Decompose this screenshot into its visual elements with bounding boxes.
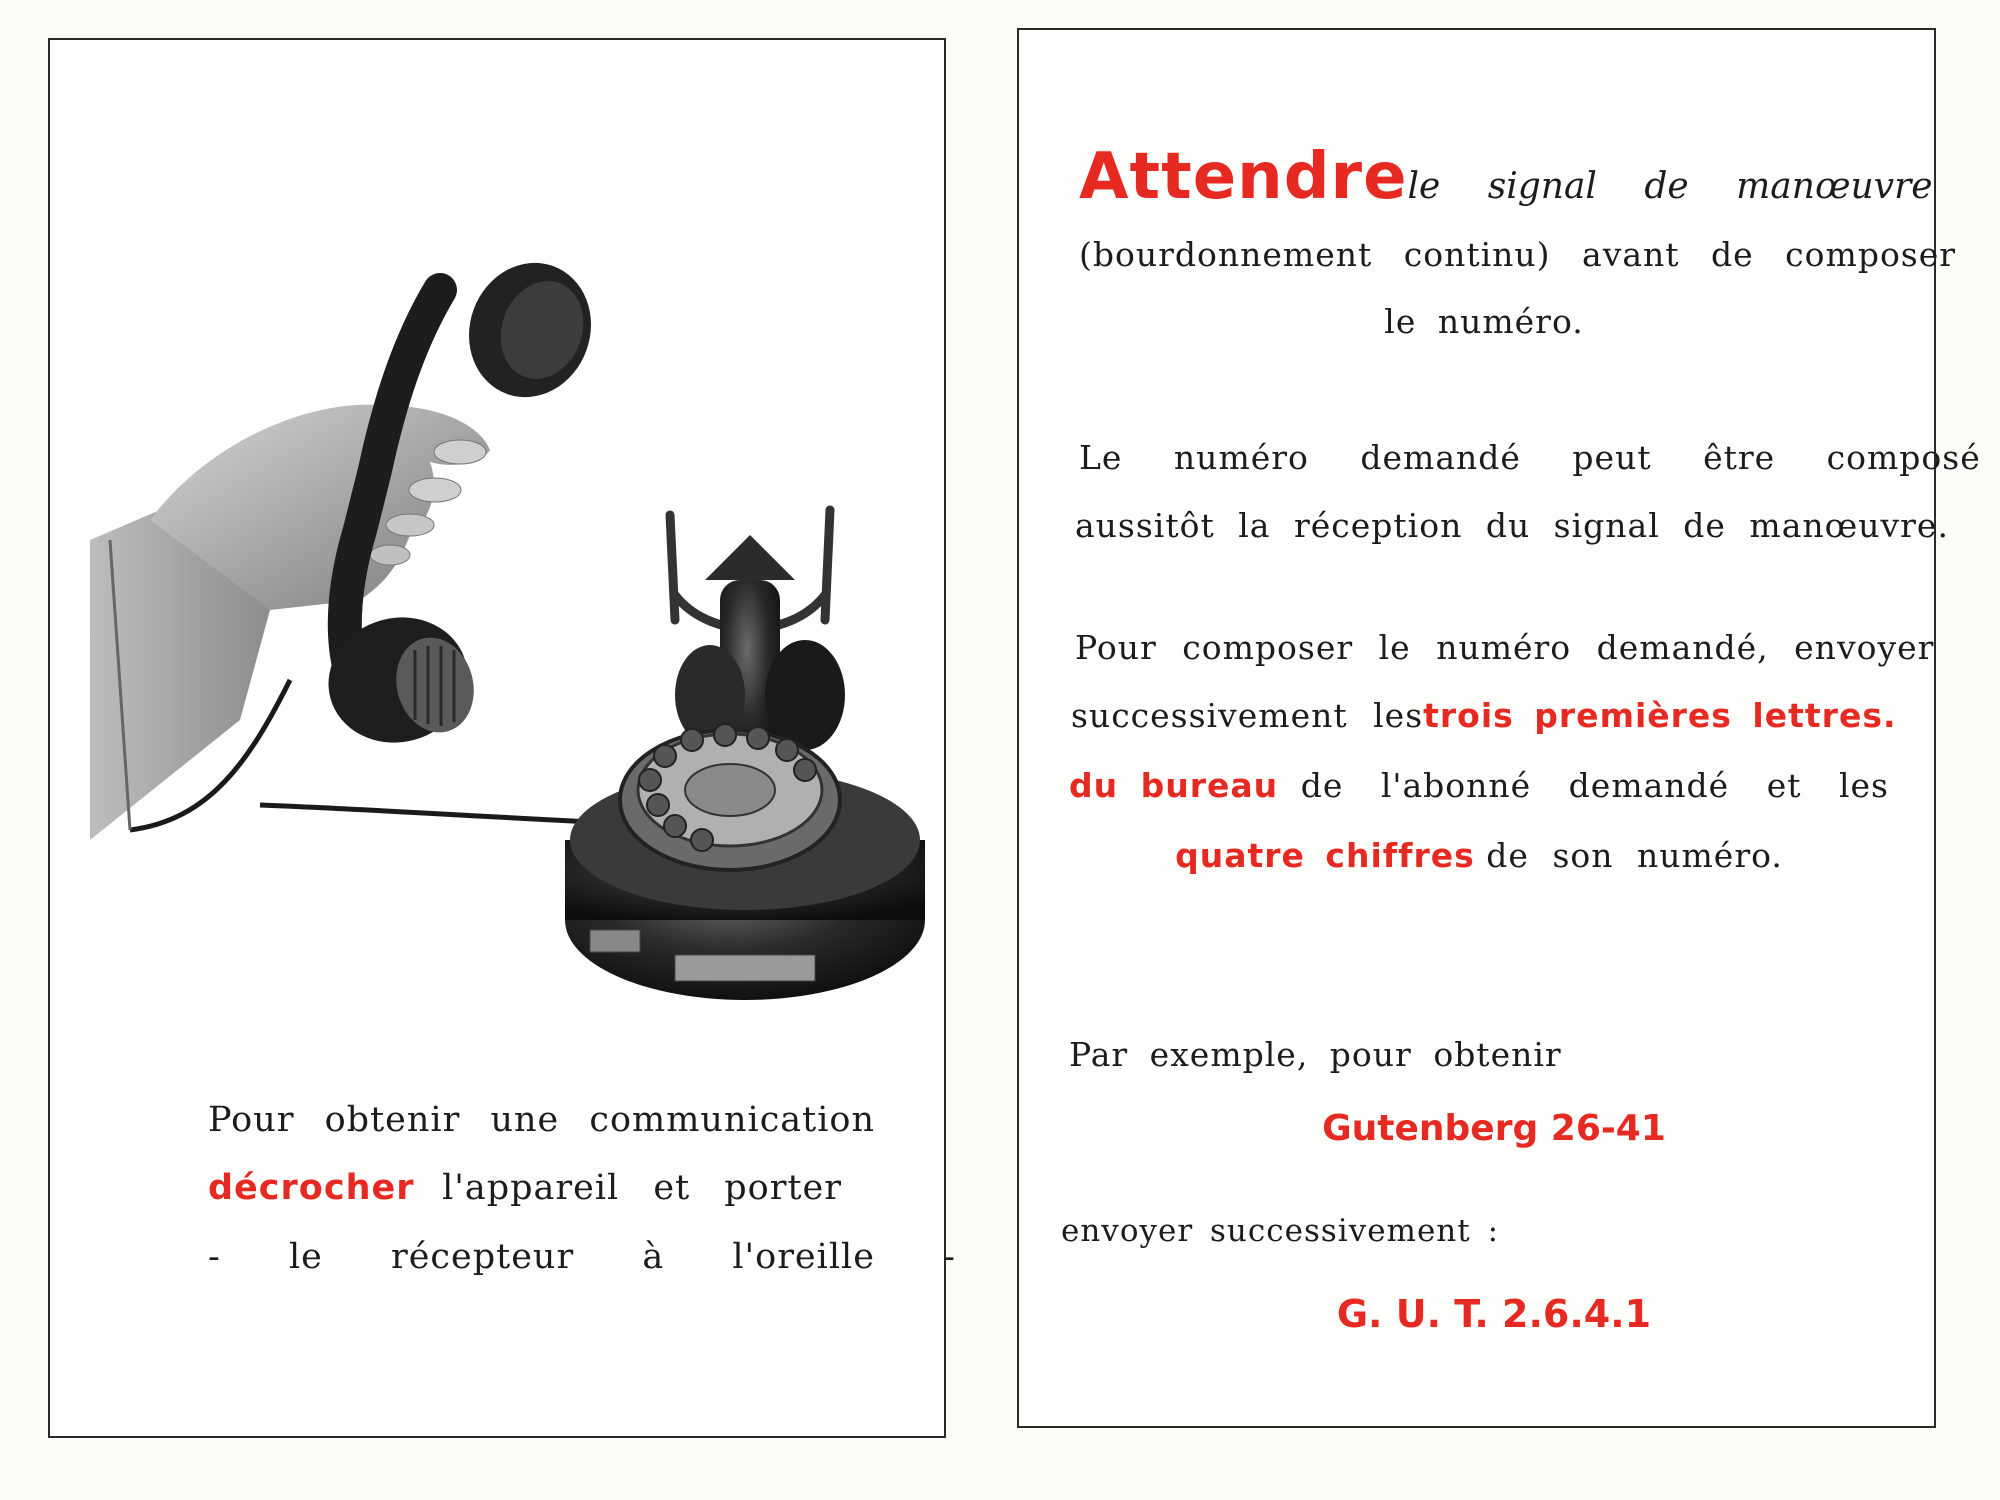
highlight-trois-premieres-lettres: trois premières lettres. — [1423, 696, 1897, 735]
highlight-du-bureau: du bureau — [1069, 766, 1279, 805]
caption-line-1-text: Pour obtenir une communication — [208, 1100, 876, 1140]
example-intro — [1069, 1035, 1562, 1074]
p2-line-1-text: Le numéro demandé peut être composé — [1079, 438, 1981, 477]
example-intro-text: Par exemple, pour obtenir — [1069, 1035, 1562, 1074]
left-page — [48, 38, 956, 1438]
p1-line-3 — [1079, 302, 1889, 341]
p3-line-2-text: successivement les — [1071, 696, 1424, 735]
p3-line-4-text: de son numéro. — [1486, 836, 1783, 875]
p1-line-3-text: le numéro. — [1384, 302, 1584, 341]
caption-line-3-text: - le récepteur à l'oreille - — [208, 1237, 956, 1277]
send-code — [1069, 1292, 1889, 1336]
send-label-text: envoyer successivement : — [1061, 1213, 1500, 1249]
highlight-quatre-chiffres: quatre chiffres — [1175, 836, 1475, 875]
p2-line-2-text: aussitôt la réception du signal de manœuvre. — [1075, 506, 1949, 545]
heading-signal: le signal de manœuvre — [1407, 166, 1933, 207]
heading-line — [1079, 140, 1933, 214]
caption-line-1 — [208, 1100, 876, 1140]
caption-line-2 — [208, 1168, 842, 1208]
p3-line-3 — [1069, 766, 1889, 805]
p2-line-1 — [1079, 438, 1981, 477]
p2-line-2 — [1075, 506, 1949, 545]
example-number-text: Gutenberg 26-41 — [1322, 1108, 1666, 1149]
p1-line-2-text: (bourdonnement continu) avant de composer — [1079, 235, 1957, 274]
p3-line-2 — [1071, 696, 1897, 735]
heading-attendre: Attendre — [1079, 140, 1408, 214]
right-page — [1017, 28, 1981, 1428]
p3-line-1-text: Pour composer le numéro demandé, envoyer — [1075, 628, 1935, 667]
caption-line-2-text: l'appareil et porter — [442, 1168, 842, 1208]
example-number — [1069, 1108, 1889, 1149]
p1-line-2 — [1079, 235, 1957, 274]
p3-line-1 — [1075, 628, 1935, 667]
highlight-decrocher: décrocher — [208, 1168, 415, 1208]
caption-line-3 — [208, 1237, 956, 1277]
send-code-text: G. U. T. 2.6.4.1 — [1336, 1292, 1652, 1336]
p3-line-3-text: de l'abonné demandé et les — [1300, 766, 1889, 805]
p3-line-4 — [1069, 836, 1889, 875]
send-label — [1061, 1213, 1499, 1249]
telephone-illustration — [90, 200, 950, 1040]
